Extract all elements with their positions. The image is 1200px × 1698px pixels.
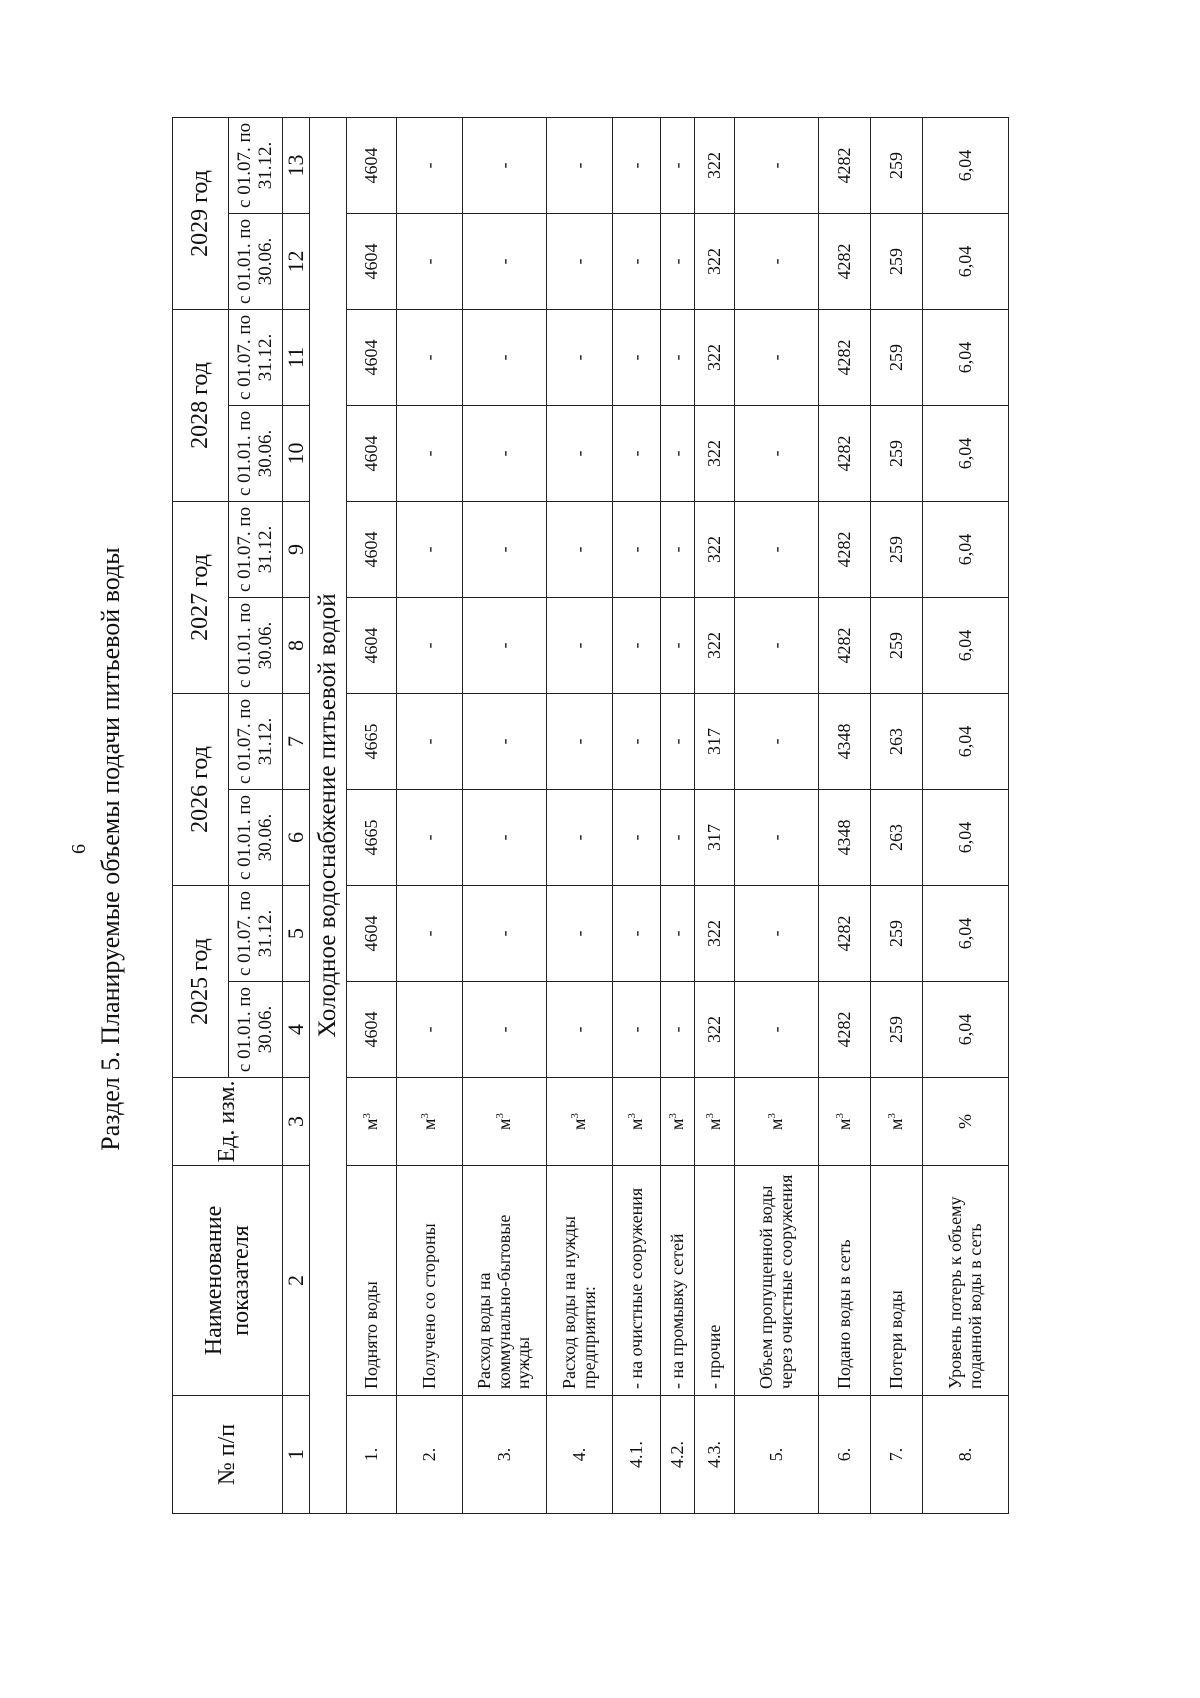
- row-number: 6.: [819, 1396, 871, 1514]
- value-cell: 4282: [819, 885, 871, 981]
- value-cell: 317: [695, 789, 735, 885]
- value-cell: 4348: [819, 693, 871, 789]
- table-row: [547, 117, 613, 1513]
- indicator-name: Поднято воды: [347, 1166, 397, 1396]
- column-number: 3: [283, 1078, 310, 1166]
- value-cell: 4282: [819, 117, 871, 213]
- value-cell: 4282: [819, 501, 871, 597]
- value-cell: 4604: [347, 982, 397, 1078]
- value-cell: 4604: [347, 885, 397, 981]
- table-row: [735, 117, 819, 1513]
- value-cell: 259: [871, 213, 923, 309]
- row-number: 1.: [347, 1396, 397, 1514]
- value-cell: -: [735, 501, 819, 597]
- value-cell: -: [613, 213, 661, 309]
- value-cell: -: [547, 789, 613, 885]
- value-cell: -: [547, 501, 613, 597]
- value-cell: -: [547, 213, 613, 309]
- value-cell: 4282: [819, 213, 871, 309]
- value-cell: 4665: [347, 789, 397, 885]
- table-row: [397, 117, 463, 1513]
- row-number: 4.3.: [695, 1396, 735, 1514]
- unit-cell: [695, 1078, 735, 1166]
- value-cell: 6,04: [923, 789, 1009, 885]
- header-period: с 01.07. по 31.12.: [229, 885, 283, 981]
- value-cell: -: [463, 501, 547, 597]
- value-cell: 6,04: [923, 501, 1009, 597]
- unit-cell: [871, 1078, 923, 1166]
- value-cell: -: [463, 789, 547, 885]
- table-row: [463, 117, 547, 1513]
- value-cell: 6,04: [923, 213, 1009, 309]
- value-cell: 4348: [819, 789, 871, 885]
- value-cell: 259: [871, 405, 923, 501]
- value-cell: -: [463, 982, 547, 1078]
- value-cell: -: [547, 117, 613, 213]
- value-cell: -: [397, 597, 463, 693]
- unit-label: м: [834, 1118, 855, 1130]
- unit-label: м: [704, 1118, 725, 1130]
- unit-cell: [613, 1078, 661, 1166]
- value-cell: 259: [871, 501, 923, 597]
- unit-label: м: [569, 1118, 590, 1130]
- indicator-name: Получено со стороны: [397, 1166, 463, 1396]
- value-cell: 259: [871, 309, 923, 405]
- value-cell: 6,04: [923, 693, 1009, 789]
- value-cell: -: [735, 693, 819, 789]
- unit-cell: [923, 1078, 1009, 1166]
- indicator-name: - на очистные сооружения: [613, 1166, 661, 1396]
- row-number: 4.2.: [661, 1396, 695, 1514]
- value-cell: 4604: [347, 213, 397, 309]
- column-number-row: [283, 117, 310, 1513]
- value-cell: -: [463, 597, 547, 693]
- row-number: 5.: [735, 1396, 819, 1514]
- unit-exponent: 3: [569, 1113, 582, 1119]
- indicator-name: Потери воды: [871, 1166, 923, 1396]
- value-cell: 322: [695, 982, 735, 1078]
- column-number: 9: [283, 501, 310, 597]
- unit-exponent: 3: [667, 1113, 680, 1119]
- unit-exponent: 3: [419, 1113, 432, 1119]
- value-cell: 6,04: [923, 885, 1009, 981]
- value-cell: -: [547, 885, 613, 981]
- unit-exponent: 3: [626, 1113, 639, 1119]
- value-cell: -: [547, 597, 613, 693]
- value-cell: -: [463, 117, 547, 213]
- unit-cell: [547, 1078, 613, 1166]
- table-row: [661, 117, 695, 1513]
- header-period: с 01.07. по 31.12.: [229, 117, 283, 213]
- value-cell: -: [547, 982, 613, 1078]
- value-cell: -: [735, 885, 819, 981]
- value-cell: 4282: [819, 309, 871, 405]
- water-volume-table: [172, 117, 1009, 1514]
- column-number: 10: [283, 405, 310, 501]
- column-number: 5: [283, 885, 310, 981]
- value-cell: 259: [871, 597, 923, 693]
- column-number: 1: [283, 1396, 310, 1514]
- value-cell: -: [661, 117, 695, 213]
- indicator-name: - прочие: [695, 1166, 735, 1396]
- value-cell: 322: [695, 309, 735, 405]
- value-cell: -: [613, 405, 661, 501]
- header-row-years: [173, 117, 229, 1513]
- value-cell: -: [661, 982, 695, 1078]
- value-cell: 4604: [347, 117, 397, 213]
- value-cell: 322: [695, 117, 735, 213]
- value-cell: -: [661, 309, 695, 405]
- section-row: [310, 117, 347, 1513]
- value-cell: -: [397, 405, 463, 501]
- row-number: 7.: [871, 1396, 923, 1514]
- table-row: [695, 117, 735, 1513]
- value-cell: 322: [695, 597, 735, 693]
- unit-label: м: [361, 1118, 382, 1130]
- header-period: с 01.07. по 31.12.: [229, 501, 283, 597]
- unit-label: м: [626, 1118, 647, 1130]
- value-cell: 263: [871, 789, 923, 885]
- value-cell: 322: [695, 885, 735, 981]
- value-cell: -: [735, 982, 819, 1078]
- value-cell: -: [613, 309, 661, 405]
- indicator-name: Подано воды в сеть: [819, 1166, 871, 1396]
- value-cell: 259: [871, 117, 923, 213]
- value-cell: 6,04: [923, 405, 1009, 501]
- column-number: 4: [283, 982, 310, 1078]
- value-cell: -: [397, 501, 463, 597]
- value-cell: 317: [695, 693, 735, 789]
- column-number: 13: [283, 117, 310, 213]
- value-cell: -: [463, 213, 547, 309]
- column-number: 8: [283, 597, 310, 693]
- value-cell: 263: [871, 693, 923, 789]
- value-cell: -: [547, 405, 613, 501]
- value-cell: -: [661, 597, 695, 693]
- header-period: с 01.07. по 31.12.: [229, 309, 283, 405]
- column-number: 2: [283, 1166, 310, 1396]
- value-cell: 4604: [347, 405, 397, 501]
- row-number: 4.: [547, 1396, 613, 1514]
- column-number: 6: [283, 789, 310, 885]
- header-name: Наименование показателя: [173, 1166, 283, 1396]
- value-cell: 6,04: [923, 309, 1009, 405]
- header-period: с 01.01. по 30.06.: [229, 982, 283, 1078]
- row-number: 3.: [463, 1396, 547, 1514]
- unit-exponent: 3: [886, 1113, 899, 1119]
- unit-label: м: [886, 1118, 907, 1130]
- value-cell: 6,04: [923, 597, 1009, 693]
- value-cell: -: [613, 885, 661, 981]
- value-cell: -: [463, 693, 547, 789]
- value-cell: -: [613, 982, 661, 1078]
- header-period: с 01.01. по 30.06.: [229, 213, 283, 309]
- value-cell: 4604: [347, 501, 397, 597]
- value-cell: 4604: [347, 597, 397, 693]
- section-title: Холодное водоснабжение питьевой водой: [310, 117, 347, 1513]
- table-row: [871, 117, 923, 1513]
- unit-cell: [661, 1078, 695, 1166]
- value-cell: 322: [695, 405, 735, 501]
- row-number: 2.: [397, 1396, 463, 1514]
- indicator-name: - на промывку сетей: [661, 1166, 695, 1396]
- indicator-name: Расход воды на коммунально-бытовые нужды: [463, 1166, 547, 1396]
- table-row: [819, 117, 871, 1513]
- value-cell: 4282: [819, 405, 871, 501]
- document-page: [50, 69, 1150, 1629]
- unit-label: %: [955, 1114, 976, 1129]
- value-cell: -: [397, 693, 463, 789]
- value-cell: -: [613, 597, 661, 693]
- page-number: 6: [68, 844, 90, 854]
- value-cell: -: [463, 885, 547, 981]
- header-period: с 01.01. по 30.06.: [229, 597, 283, 693]
- header-year: 2027 год: [173, 501, 229, 693]
- value-cell: 6,04: [923, 117, 1009, 213]
- header-year: 2028 год: [173, 309, 229, 501]
- column-number: 12: [283, 213, 310, 309]
- header-unit: Ед. изм.: [173, 1078, 283, 1166]
- table-row: [923, 117, 1009, 1513]
- value-cell: -: [735, 405, 819, 501]
- unit-exponent: 3: [766, 1113, 779, 1119]
- row-number: 4.1.: [613, 1396, 661, 1514]
- page-title: Раздел 5. Планируемые объемы подачи питьевой воды: [96, 547, 125, 1151]
- value-cell: 4282: [819, 982, 871, 1078]
- value-cell: -: [661, 213, 695, 309]
- header-period: с 01.07. по 31.12.: [229, 693, 283, 789]
- indicator-name: Объем пропущенной воды через очистные сооружения: [735, 1166, 819, 1396]
- column-number: 11: [283, 309, 310, 405]
- value-cell: -: [397, 213, 463, 309]
- value-cell: 322: [695, 501, 735, 597]
- value-cell: -: [613, 117, 661, 213]
- value-cell: -: [613, 789, 661, 885]
- value-cell: -: [735, 213, 819, 309]
- value-cell: -: [547, 309, 613, 405]
- unit-exponent: 3: [361, 1113, 374, 1119]
- value-cell: -: [735, 117, 819, 213]
- unit-cell: [463, 1078, 547, 1166]
- value-cell: -: [661, 885, 695, 981]
- value-cell: 322: [695, 213, 735, 309]
- row-number: 8.: [923, 1396, 1009, 1514]
- unit-exponent: 3: [494, 1113, 507, 1119]
- value-cell: -: [735, 789, 819, 885]
- table-row: [347, 117, 397, 1513]
- unit-exponent: 3: [834, 1113, 847, 1119]
- value-cell: -: [397, 885, 463, 981]
- unit-cell: [397, 1078, 463, 1166]
- value-cell: -: [613, 501, 661, 597]
- header-year: 2029 год: [173, 117, 229, 309]
- unit-cell: [347, 1078, 397, 1166]
- unit-label: м: [419, 1118, 440, 1130]
- value-cell: -: [397, 982, 463, 1078]
- value-cell: -: [547, 693, 613, 789]
- unit-label: м: [766, 1118, 787, 1130]
- value-cell: -: [463, 405, 547, 501]
- value-cell: -: [463, 309, 547, 405]
- value-cell: 6,04: [923, 982, 1009, 1078]
- value-cell: 259: [871, 982, 923, 1078]
- value-cell: 4604: [347, 309, 397, 405]
- value-cell: 4282: [819, 597, 871, 693]
- unit-exponent: 3: [704, 1113, 717, 1119]
- value-cell: -: [661, 693, 695, 789]
- indicator-name: Расход воды на нужды предприятия:: [547, 1166, 613, 1396]
- value-cell: -: [397, 117, 463, 213]
- header-year: 2025 год: [173, 885, 229, 1077]
- value-cell: 4665: [347, 693, 397, 789]
- value-cell: -: [735, 597, 819, 693]
- value-cell: -: [661, 789, 695, 885]
- unit-cell: [819, 1078, 871, 1166]
- unit-cell: [735, 1078, 819, 1166]
- value-cell: 259: [871, 885, 923, 981]
- value-cell: -: [661, 501, 695, 597]
- header-num: № п/п: [173, 1396, 283, 1514]
- value-cell: -: [613, 693, 661, 789]
- header-period: с 01.01. по 30.06.: [229, 789, 283, 885]
- value-cell: -: [397, 309, 463, 405]
- unit-label: м: [667, 1118, 688, 1130]
- unit-label: м: [494, 1118, 515, 1130]
- indicator-name: Уровень потерь к объему поданной воды в сеть: [923, 1166, 1009, 1396]
- header-year: 2026 год: [173, 693, 229, 885]
- value-cell: -: [397, 789, 463, 885]
- value-cell: -: [661, 405, 695, 501]
- header-period: с 01.01. по 30.06.: [229, 405, 283, 501]
- column-number: 7: [283, 693, 310, 789]
- value-cell: -: [735, 309, 819, 405]
- table-row: [613, 117, 661, 1513]
